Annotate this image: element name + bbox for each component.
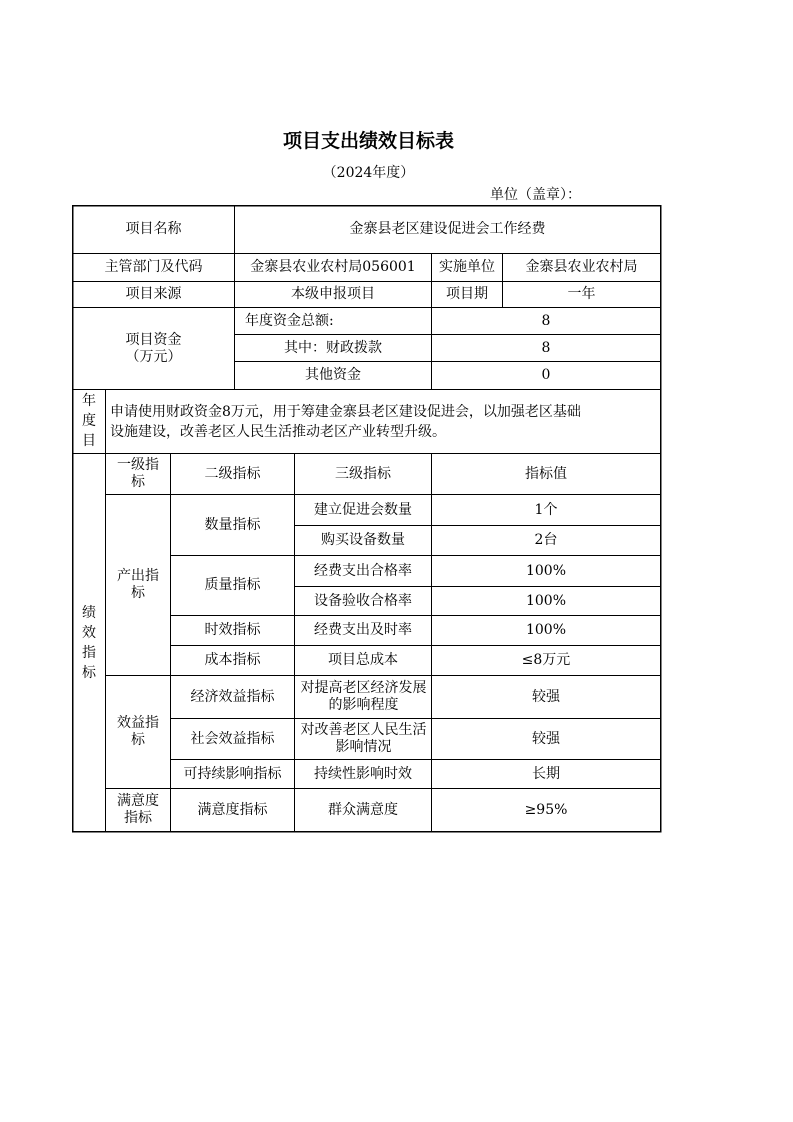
header-value: 指标值 [525,465,567,482]
level3-name: 建立促进会数量 [314,501,412,518]
impl-unit-value: 金寨县农业农村局 [525,259,638,275]
funds-label [73,308,234,389]
dept-value: 金寨县农业农村局056001 [250,259,416,275]
project-name-value: 金寨县老区建设促进会工作经费 [349,221,546,237]
fiscal-funds-label: 其中：财政拨款 [284,339,382,356]
annual-goal-text [110,402,658,450]
project-name-label: 项目名称 [125,221,182,237]
header-level1-text: 一级指标 [117,457,159,490]
level3-value: 较强 [532,730,560,747]
level3-name: 经费支出合格率 [314,562,412,579]
total-funds-label: 年度资金总额: [245,312,334,329]
economic-benefit-label: 经济效益指标 [190,688,275,705]
benefit-indicators-text: 效益指标 [117,715,159,748]
other-funds-label: 其他资金 [305,367,361,383]
level3-value: 1个 [534,501,558,518]
cost-indicator-label: 成本指标 [204,652,261,668]
sustainable-impact-label: 可持续影响指标 [183,765,282,782]
satisfaction-indicator-label: 满意度指标 [197,801,268,818]
level3-name-text: 对提高老区经济发展的影响程度 [300,680,427,713]
total-funds-value: 8 [541,312,551,329]
output-indicators-text: 产出指标 [117,568,159,601]
social-benefit-label: 社会效益指标 [190,730,275,747]
level3-value: ≤8万元 [521,652,571,668]
source-label: 项目来源 [125,286,182,302]
dept-label: 主管部门及代码 [104,259,203,275]
level3-name [298,719,429,759]
annual-goal-line-2: 设施建设，改善老区人民生活推动老区产业转型升级。 [110,424,446,440]
level3-name: 项目总成本 [328,652,398,668]
fiscal-funds-value: 8 [541,339,551,356]
level3-value: 100% [525,562,567,579]
level3-name: 群众满意度 [328,801,398,818]
level3-value: ≥95% [524,801,568,818]
timeliness-indicator-label: 时效指标 [204,622,261,638]
header-level1 [106,454,170,494]
level3-value: 100% [525,592,567,609]
source-value: 本级申报项目 [291,286,375,302]
header-level3: 三级指标 [335,465,391,482]
level3-name: 购买设备数量 [321,532,405,548]
level3-name [298,676,429,718]
header-level2: 二级指标 [204,465,261,482]
level3-name: 设备验收合格率 [314,592,412,609]
year-label: （2024年度） [322,165,415,181]
page-title: 项目支出绩效目标表 [282,130,454,152]
quality-indicator-label: 质量指标 [204,577,261,593]
period-value: 一年 [567,286,596,302]
level3-value: 长期 [532,765,560,782]
level3-name: 持续性影响时效 [314,765,412,782]
funds-label-text: 项目资金 [125,331,182,348]
satisfaction-indicators-label [106,789,170,831]
other-funds-value: 0 [541,367,551,383]
annual-goal-label-text: 年度目 [82,393,96,449]
level3-value: 2台 [534,532,558,548]
unit-stamp-label: 单位（盖章）： [490,187,581,203]
quantity-indicator-label: 数量指标 [204,516,261,533]
level3-value: 100% [525,622,567,638]
period-label: 项目期 [446,286,488,302]
output-indicators-label [106,495,170,675]
annual-goal-label [73,390,105,453]
funds-unit-text: （万元） [125,348,182,365]
level3-name-text: 对改善老区人民生活影响情况 [300,722,427,755]
level3-value: 较强 [532,688,560,705]
performance-indicators-text: 绩效指标 [82,604,96,681]
performance-indicators-label [73,454,105,831]
satisfaction-indicators-text: 满意度指标 [117,793,159,826]
annual-goal-line-1: 申请使用财政资金8万元，用于筹建金寨县老区建设促进会，以加强老区基础 [110,404,581,420]
benefit-indicators-label [106,676,170,788]
level3-name: 经费支出及时率 [314,622,412,638]
impl-unit-label: 实施单位 [439,259,495,275]
